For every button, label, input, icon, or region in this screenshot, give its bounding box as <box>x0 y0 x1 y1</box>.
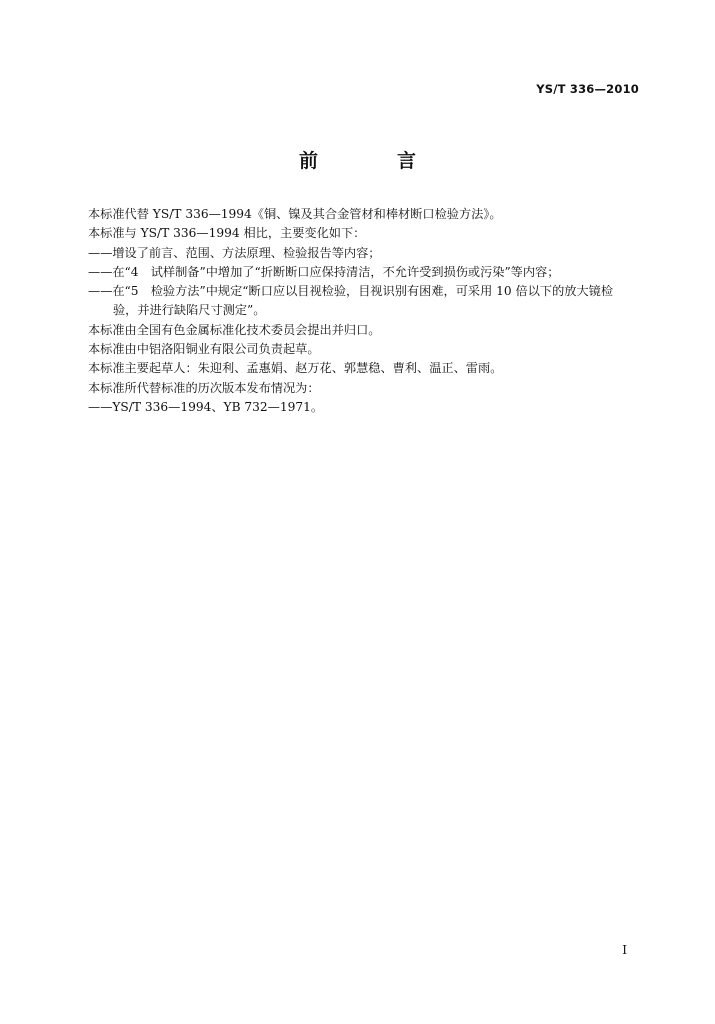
list-item-test-method-continued: 验，并进行缺陷尺寸测定”。 <box>113 303 266 318</box>
list-item-previous-editions: ——YS/T 336—1994、YB 732—1971。 <box>88 399 324 414</box>
page-title: 前 言 <box>298 150 446 172</box>
list-item-sample-preparation: ——在“4 试样制备”中增加了“折断断口应保持清洁，不允许受到损伤或污染”等内容； <box>88 264 560 279</box>
paragraph-main-drafters: 本标准主要起草人：朱迎利、孟惠娟、赵万花、郭慧稳、曹利、温正、雷雨。 <box>88 361 503 376</box>
list-item-added-sections: ——增设了前言、范围、方法原理、检验报告等内容； <box>88 245 381 260</box>
paragraph-replaces: 本标准代替 YS/T 336—1994《铜、镍及其合金管材和棒材断口检验方法》。 <box>88 207 502 221</box>
list-item-test-method: ——在“5 检验方法”中规定“断口应以目视检验，目视识别有困难，可采用 10 倍以下的放大镜检 <box>88 284 614 299</box>
paragraph-changes-intro: 本标准与 YS/T 336—1994 相比，主要变化如下： <box>88 226 366 241</box>
standard-code: YS/T 336—2010 <box>536 82 639 96</box>
paragraph-proposed-by: 本标准由全国有色金属标准化技术委员会提出并归口。 <box>88 322 381 337</box>
foreword-body <box>88 205 648 417</box>
paragraph-previous-editions: 本标准所代替标准的历次版本发布情况为： <box>88 380 320 395</box>
page-number: I <box>622 943 627 957</box>
paragraph-drafted-by: 本标准由中铝洛阳铜业有限公司负责起草。 <box>88 342 320 357</box>
